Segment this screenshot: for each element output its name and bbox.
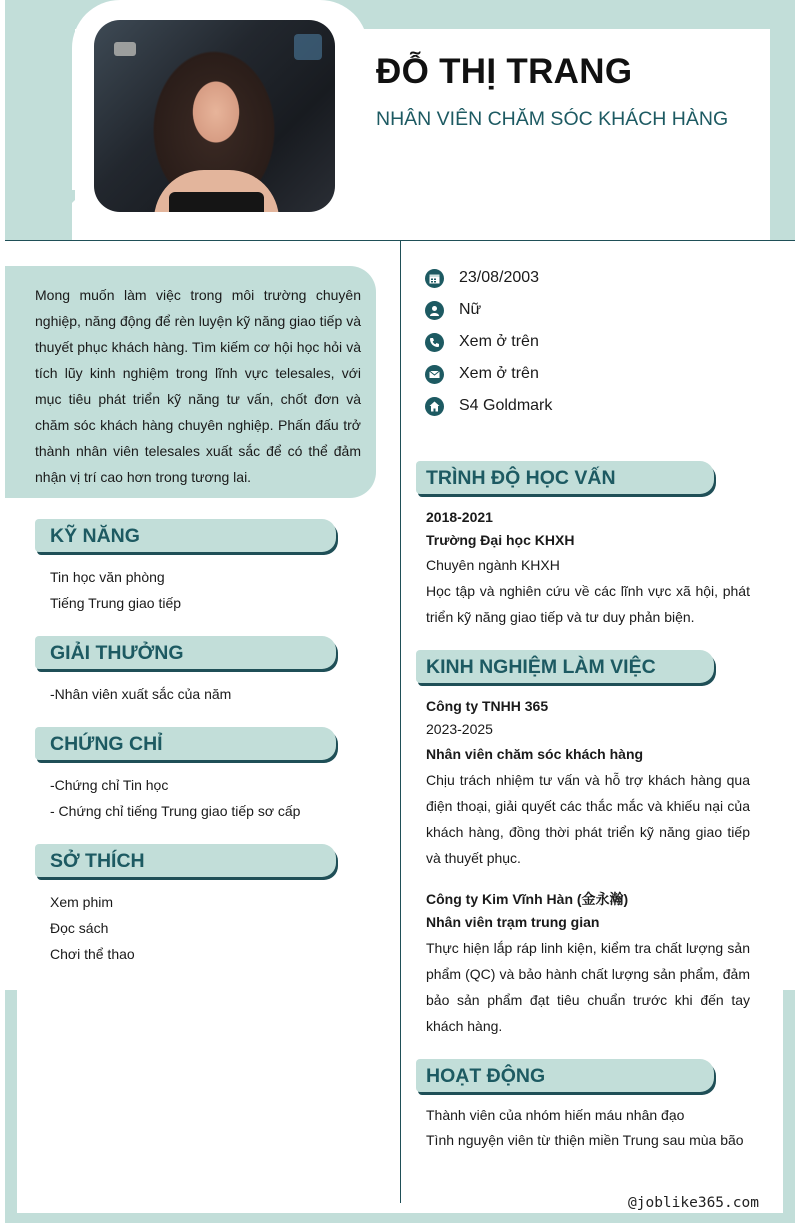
hobby-item: Xem phim [50,894,114,910]
candidate-title: NHÂN VIÊN CHĂM SÓC KHÁCH HÀNG [376,108,729,130]
contact-email [425,364,539,384]
skill-item: Tiếng Trung giao tiếp [50,595,182,611]
job-period: 2023-2025 [426,721,493,737]
activities-heading: HOẠT ĐỘNG [416,1059,714,1092]
header-corner [5,190,75,241]
contact-gender [425,300,481,320]
skills-heading: KỸ NĂNG [35,519,336,552]
education-heading: TRÌNH ĐỘ HỌC VẤN [416,461,714,494]
job-position: Nhân viên trạm trung gian [426,914,600,930]
certificate-item: - Chứng chỉ tiếng Trung giao tiếp sơ cấp [50,803,301,819]
activity-item: Tình nguyện viên từ thiện miền Trung sau mùa bão [426,1132,744,1148]
job-company: Công ty TNHH 365 [426,698,549,714]
awards-heading: GIẢI THƯỞNG [35,636,336,669]
user-icon [425,301,444,320]
column-divider [400,241,401,1203]
phone-text: Xem ở trên [459,333,539,350]
email-icon [425,365,444,384]
objective-box [5,266,376,498]
experience-heading: KINH NGHIỆM LÀM VIỆC [416,650,714,683]
contact-phone [425,332,539,352]
phone-icon [425,333,444,352]
contact-birthday [425,268,539,288]
watermark: @joblike365.com [628,1195,759,1211]
job-description: Chịu trách nhiệm tư vấn và hỗ trợ khách hàng qua điện thoại, giải quyết các thắc mắc và khiếu nại của khách hàng, đồng thời phát triển kỹ năng giao tiếp và thuyết phục. [426,772,750,866]
certificate-item: -Chứng chỉ Tin học [50,777,169,793]
gender-text: Nữ [459,301,482,318]
certificates-heading: CHỨNG CHỈ [35,727,336,760]
objective-text: Mong muốn làm việc trong môi trường chuyên nghiệp, năng động để rèn luyện kỹ năng giao tiếp và thuyết phục khách hàng. Tìm kiếm cơ hội học hỏi và tích lũy kinh nghiệm trong lĩnh vực telesales, với mục tiêu phát triển kỹ năng tư vấn, chốt đơn và chăm sóc khách hàng chuyên nghiệp. Phấn đấu trở thành nhân viên telesales xuất sắc để có thể đảm nhận vị trí cao hơn trong tương lai. [35,287,361,485]
job-company: Công ty Kim Vĩnh Hàn (金永瀚) [426,891,629,907]
footer-frame-right [783,990,795,1223]
hobby-item: Chơi thể thao [50,946,135,962]
candidate-name: ĐỖ THỊ TRANG [376,52,633,91]
email-text: Xem ở trên [459,365,539,382]
calendar-icon [425,269,444,288]
footer-frame-left [5,990,17,1223]
education-school: Trường Đại học KHXH [426,532,575,548]
header-background-right [770,0,795,240]
home-icon [425,397,444,416]
job-description: Thực hiện lắp ráp linh kiện, kiểm tra chất lượng sản phẩm (QC) và bảo hành chất lượng sản phẩm, đảm bảo sản phẩm đạt tiêu chuẩn trước khi đến tay khách hàng. [426,940,750,1034]
award-item: -Nhân viên xuất sắc của năm [50,686,232,702]
job-position: Nhân viên chăm sóc khách hàng [426,746,644,762]
activity-item: Thành viên của nhóm hiến máu nhân đạo [426,1107,685,1123]
education-description: Học tập và nghiên cứu về các lĩnh vực xã hội, phát triển kỹ năng giao tiếp và tư duy phản biện. [426,583,750,625]
education-period: 2018-2021 [426,509,493,525]
skill-item: Tin học văn phòng [50,569,165,585]
birthday-text: 23/08/2003 [459,269,540,286]
hobbies-heading: SỞ THÍCH [35,844,336,877]
profile-photo [94,20,335,212]
footer-frame-bottom [5,1213,795,1223]
education-major: Chuyên ngành KHXH [426,557,560,573]
address-text: S4 Goldmark [459,397,553,414]
contact-address [425,396,552,416]
hobby-item: Đọc sách [50,920,109,936]
